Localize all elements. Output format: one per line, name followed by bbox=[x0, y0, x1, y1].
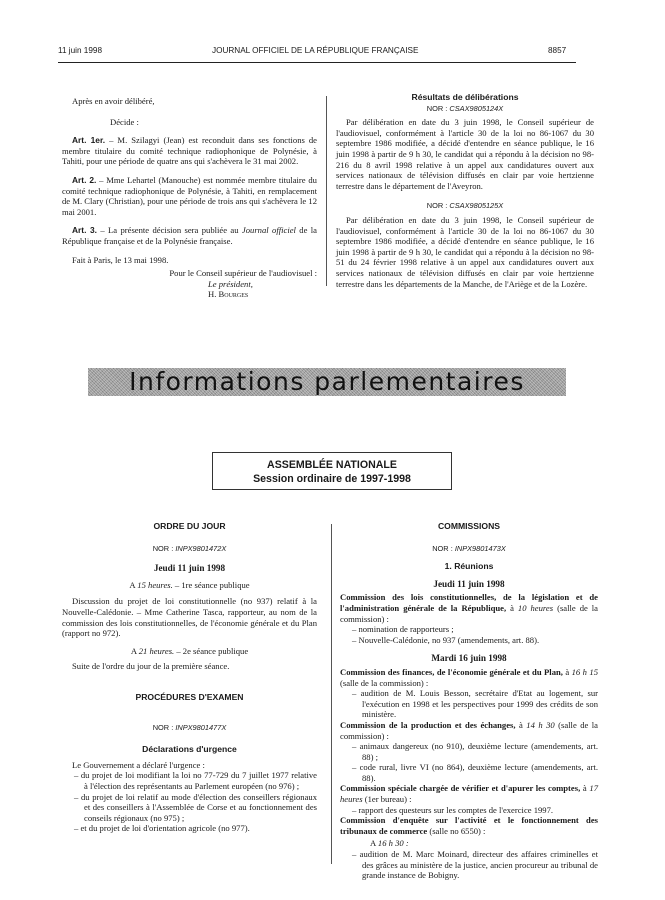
list-item: – et du projet de loi d'orientation agricole (no 977). bbox=[74, 823, 250, 834]
article-2: Art. 2. – Mme Lehartel (Manouche) est nommée membre titulaire du comité technique radiophonique de Polynésie, à Tahiti, en remplacement de M. Clary (Christian), pour une période de trois ans qui s'achèvera le 12 mai 2001. bbox=[62, 174, 317, 217]
nor-reference: NOR : INPX9801477X bbox=[152, 722, 227, 732]
deliberation-text: Par délibération en date du 3 juin 1998, le Conseil supérieur de l'audiovisuel, conformément à l'article 30 de la loi no 86-1067 du 30 septembre 1986 modifiée, a décidé d'entendre en séance publique, le 16 juin 1998 à partir de 9 h 30, le candidat qui a répondu à la décision no 98-216 du 8 avril 1998 relative à un appel aux candidatures ouvert aux services nationaux de télévision diffusés en clair par voie hertzienne terrestre dans le département de l'Aveyron. bbox=[336, 117, 594, 191]
nor-reference: NOR : CSAX9805124X bbox=[426, 103, 504, 113]
page-number: 8857 bbox=[548, 46, 567, 55]
commission-entry: Commission des finances, de l'économie générale et du Plan, à 16 h 15 (salle de la commission) : bbox=[340, 666, 598, 688]
list-item: – animaux dangereux (no 910), deuxième lecture (amendements, art. 88) ; bbox=[352, 741, 598, 762]
ordre-du-jour-title: ORDRE DU JOUR bbox=[153, 521, 226, 531]
journal-title: JOURNAL OFFICIEL DE LA RÉPUBLIQUE FRANÇAISE bbox=[212, 46, 419, 55]
session-heading: A 15 heures. – 1re séance publique bbox=[129, 579, 250, 590]
fait-text: Fait à Paris, le 13 mai 1998. bbox=[72, 254, 169, 265]
list-item: – code rural, livre VI (no 864), deuxième lecture (amendements, art. 88). bbox=[352, 762, 598, 783]
decide-text: Décide : bbox=[110, 116, 139, 127]
signature-name: H. Bourges bbox=[208, 289, 249, 300]
article-label: Art. 3. bbox=[72, 225, 97, 236]
header-date: 11 juin 1998 bbox=[58, 46, 103, 55]
declarations-intro: Le Gouvernement a déclaré l'urgence : bbox=[72, 759, 205, 770]
signature-title: Le président, bbox=[208, 278, 253, 289]
header-rule bbox=[58, 62, 576, 63]
signature-line: Pour le Conseil supérieur de l'audiovisuel : bbox=[169, 268, 317, 279]
session-text: Discussion du projet de loi constitutionnelle (no 937) relatif à la Nouvelle-Calédonie. – Mme Catherine Tasca, rapporteur, au nom de la commission des lois constitutionnelles, de l'économie générale et du Plan (rapport no 972). bbox=[62, 596, 317, 639]
assembly-box bbox=[212, 452, 452, 490]
decision-column bbox=[62, 96, 317, 300]
article-3: Art. 3. – La présente décision sera publiée au Journal officiel de la République française et de la Polynésie française. bbox=[62, 225, 317, 246]
commission-entry: Commission spéciale chargée de vérifier et d'apurer les comptes, à 17 heures (1er bureau) : bbox=[340, 783, 598, 805]
section-banner-title: Informations parlementaires bbox=[129, 367, 525, 396]
commissions-column bbox=[340, 521, 598, 881]
commission-entry: Commission de la production et des échanges, à 14 h 30 (salle de la commission) : bbox=[340, 719, 598, 741]
assembly-title: ASSEMBLÉE NATIONALE bbox=[267, 459, 397, 471]
section-heading: 1. Réunions bbox=[444, 561, 494, 572]
list-item: – du projet de loi relatif au mode d'élection des conseillers régionaux et des conseillers à l'Assemblée de Corse et au fonctionnement des conseils régionaux (no 975) ; bbox=[74, 791, 317, 823]
commission-entry: Commission des lois constitutionnelles, de la législation et de l'administration générale de la République, à 10 heures (salle de la commission) : bbox=[340, 592, 598, 624]
article-1: Art. 1er. – M. Szilagyi (Jean) est reconduit dans ses fonctions de membre titulaire du comité technique radiophonique de Polynésie, à Tahiti, pour une période de quatre ans qui s'achèvera le 31 mai 2002. bbox=[62, 135, 317, 167]
session-text: Suite de l'ordre du jour de la première séance. bbox=[72, 661, 230, 672]
list-item: – audition de M. Louis Besson, secrétaire d'Etat au logement, sur l'exécution en 1998 et les perspectives pour 1999 des crédits de son ministère. bbox=[352, 688, 598, 720]
deliberations-title: Résultats de délibérations bbox=[411, 92, 519, 102]
day-heading: Jeudi 11 juin 1998 bbox=[433, 578, 505, 589]
article-label: Art. 2. bbox=[72, 174, 97, 185]
intro-text: Après en avoir délibéré, bbox=[72, 96, 155, 106]
declarations-title: Déclarations d'urgence bbox=[142, 744, 237, 755]
list-item: – rapport des questeurs sur les comptes de l'exercice 1997. bbox=[352, 804, 554, 815]
commission-entry: Commission d'enquête sur l'activité et le fonctionnement des tribunaux de commerce (salle no 6550) : bbox=[340, 815, 598, 836]
procedures-title: PROCÉDURES D'EXAMEN bbox=[135, 691, 244, 702]
deliberations-column bbox=[336, 92, 594, 289]
list-item: – nomination de rapporteurs ; bbox=[352, 624, 454, 635]
session-title: Session ordinaire de 1997-1998 bbox=[253, 473, 411, 485]
article-label: Art. 1er. bbox=[72, 135, 106, 146]
nor-reference: NOR : INPX9801472X bbox=[152, 543, 227, 553]
commissions-title: COMMISSIONS bbox=[437, 521, 501, 531]
nor-reference: NOR : CSAX9805125X bbox=[426, 201, 504, 211]
list-item: – audition de M. Marc Moinard, directeur des affaires criminelles et des grâces au ministère de la justice, ancien procureur au tribunal de grande instance de Bobigny. bbox=[352, 849, 598, 881]
column-divider-bottom bbox=[331, 524, 332, 864]
column-divider-top bbox=[326, 96, 327, 286]
session-heading: A 21 heures. – 2e séance publique bbox=[130, 645, 249, 656]
deliberation-text: Par délibération en date du 3 juin 1998, le Conseil supérieur de l'audiovisuel, conformément à l'article 30 de la loi no 86-1067 du 30 septembre 1986 modifiée, a décidé d'entendre en séance publique, le 16 juin 1998 à partir de 9 h 30, le candidat qui a répondu à la décision no 98-51 du 24 février 1998 relative à un appel aux candidatures ouvert aux services nationaux de télévision diffusés en clair par voie hertzienne terrestre dans les départements de la Manche, de l'Ariège et de la Lozère. bbox=[336, 214, 594, 289]
day-heading: Jeudi 11 juin 1998 bbox=[153, 563, 226, 574]
day-heading: Mardi 16 juin 1998 bbox=[431, 653, 507, 664]
list-item: – Nouvelle-Calédonie, no 937 (amendements, art. 88). bbox=[352, 634, 540, 645]
agenda-column bbox=[62, 521, 317, 834]
list-item: – du projet de loi modifiant la loi no 77-729 du 7 juillet 1977 relative à l'élection des représentants au Parlement européen (no 976) ; bbox=[74, 770, 317, 791]
time-subheading: A 16 h 30 : bbox=[370, 838, 409, 849]
nor-reference: NOR : INPX9801473X bbox=[432, 543, 506, 553]
